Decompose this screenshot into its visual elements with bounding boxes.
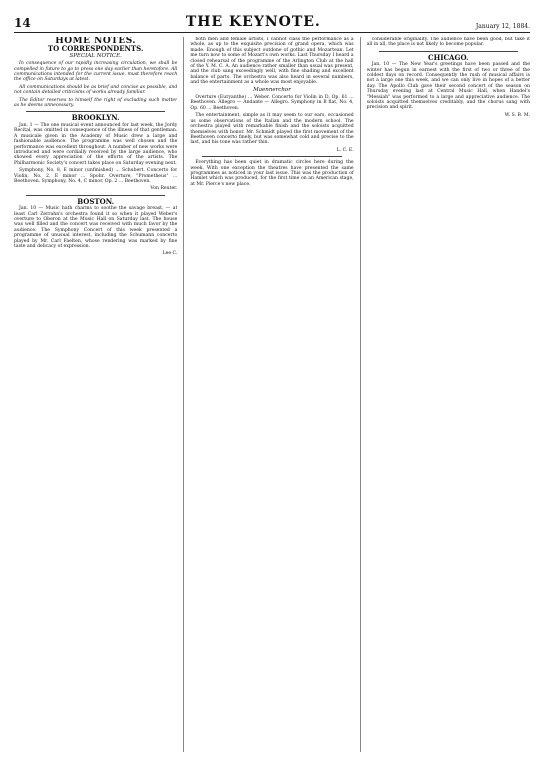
special-notice-heading: SPECIAL NOTICE. xyxy=(69,52,122,59)
intro-text: considerable originality. The audience have been good, but take it all in all, the place is not likely to become popular. xyxy=(366,37,530,48)
column-rule xyxy=(360,37,361,752)
chicago-text: Jan. 10 — The New Year's greetings have been passed and the winter has begun in earnest with the first of two or three of the coldest days on record. Consequently the rush of musical affairs is not a large one this week, and we can only live in hopes of a better day. The Apollo Club gave their second concert of the season on Thursday evening last at Central Music Hall, when Handel's "Messiah" was performed to a large and appreciative audience. The soloists acquitted themselves creditably, and the chorus sang with precision and spirit. xyxy=(366,62,530,111)
correspondents-heading: TO CORRESPONDENTS. xyxy=(47,44,144,54)
middle-signature: L. C. E. xyxy=(336,147,354,153)
divider xyxy=(26,111,165,112)
editor-reserve-text: The Editor reserves to himself the right of excluding such matter as he deems unnecessary. xyxy=(14,97,178,109)
program-text: Overture (Euryanthe) ... Weber. Concerto for Violin in D, Op. 61 ... Beethoven. Allegro — Andante — Allegro. Symphony in B flat, No. 4, Op. 60 ... Beethoven. xyxy=(190,95,354,111)
program-heading: Maennerchor xyxy=(253,86,291,93)
middle-column xyxy=(190,37,353,752)
column-rule xyxy=(183,37,184,752)
chicago-heading: CHICAGO. xyxy=(428,52,469,62)
boston-signature: Lee C. xyxy=(162,251,178,257)
middle-text: both men and female artists, I cannot class the performance as a whole, as up to the exquisite precision of grand opera, which was made. Enough of this subject outdone of gothic and Mozartean. Let me turn now to some of Mozart's own works. Last Thursday I heard a closed rehearsal of the programme of the Arlington Club at the hall of the Y. M. C. A. An audience rather smaller than usual was present, and the club sang exceedingly well, with fine shading and excellent balance of parts. The orchestra was also heard in several numbers, and the entertainment as a whole was most enjoyable. xyxy=(190,37,354,86)
left-column xyxy=(14,37,177,752)
brooklyn-programme: Symphony, No. 8, E minor (unfinished) ... Schubert. Concerto for Violin, No. 2, E minor ... Spohr. Overture, "Prometheus" ... Beethoven. Symphony, No. 4, C minor, Op. 2 ... Beethoven. xyxy=(14,168,178,184)
concluding-text: Everything has been quiet in dramatic circles here during the week. With one exception the theatres have presented the same programmes as noticed in your last issue. This was the production of Hamlet which was produced, for the first time on an American stage, at Mr. Pierce's new place. xyxy=(190,160,354,187)
brooklyn-heading: BROOKLYN. xyxy=(71,113,120,123)
columns xyxy=(14,37,530,752)
issue-date: January 12, 1884. xyxy=(475,23,530,30)
newspaper-title: THE KEYNOTE. xyxy=(185,14,321,30)
page-number: 14 xyxy=(14,16,31,30)
special-notice-text: In consequence of our rapidly increasing circulation, we shall be compelled in future to go to press one day earlier than heretofore. All communications intended for the current issue, must therefore reach the office on Saturdays at latest. xyxy=(14,61,178,83)
chicago-signature: W. S. B. M. xyxy=(504,112,530,118)
home-notes-heading: HOME NOTES. xyxy=(55,37,137,46)
communications-text: All communications should be as brief and concise as possible, and not contain detailed criticisms of works already familiar. xyxy=(14,84,178,96)
right-column xyxy=(367,37,530,752)
divider xyxy=(202,156,341,157)
divider xyxy=(26,195,165,196)
divider xyxy=(379,51,518,52)
brooklyn-text: Jan. 1 — The one musical event announced for last week, the Jordy Recital, was omitted in consequence of the illness of that gentleman. A musicale given in the Academy of Music drew a large and fashionable audience. The programme was well chosen and the performance was excellent throughout. A number of new works were introduced and were cordially received by the large audience, who showed every appreciation of the efforts of the artists. The Philharmonic Society's concert takes place on Saturday evening next. xyxy=(14,122,178,166)
brooklyn-signature: Von Reuter. xyxy=(150,186,178,192)
entertainment-text: The entertainment, simple as it may seem to our ears, occasioned us some observations of the Italian and the modern school. The orchestra played with remarkable finish and the soloists acquitted themselves with honor. Mr. Schmidt played the first movement of the Beethoven concerto finely, but was somewhat cold and precise to the last, and his tone was rather thin. xyxy=(190,113,354,146)
boston-heading: BOSTON. xyxy=(77,196,115,206)
boston-text: Jan. 10 — Music hath charms to soothe the savage breast, — at least Carl Zerrahn's orchestra found it so when it played Weber's overture to Oberon at the Music Hall on Saturday last. The house was well filled and the concert was received with much favor by the audience. The Symphony Concert of this week presented a programme of unusual interest, including the Schumann concerto played by Mr. Carl Faelten, whose rendering was marked by fine taste and delicacy of expression. xyxy=(14,206,178,249)
masthead xyxy=(14,8,530,33)
